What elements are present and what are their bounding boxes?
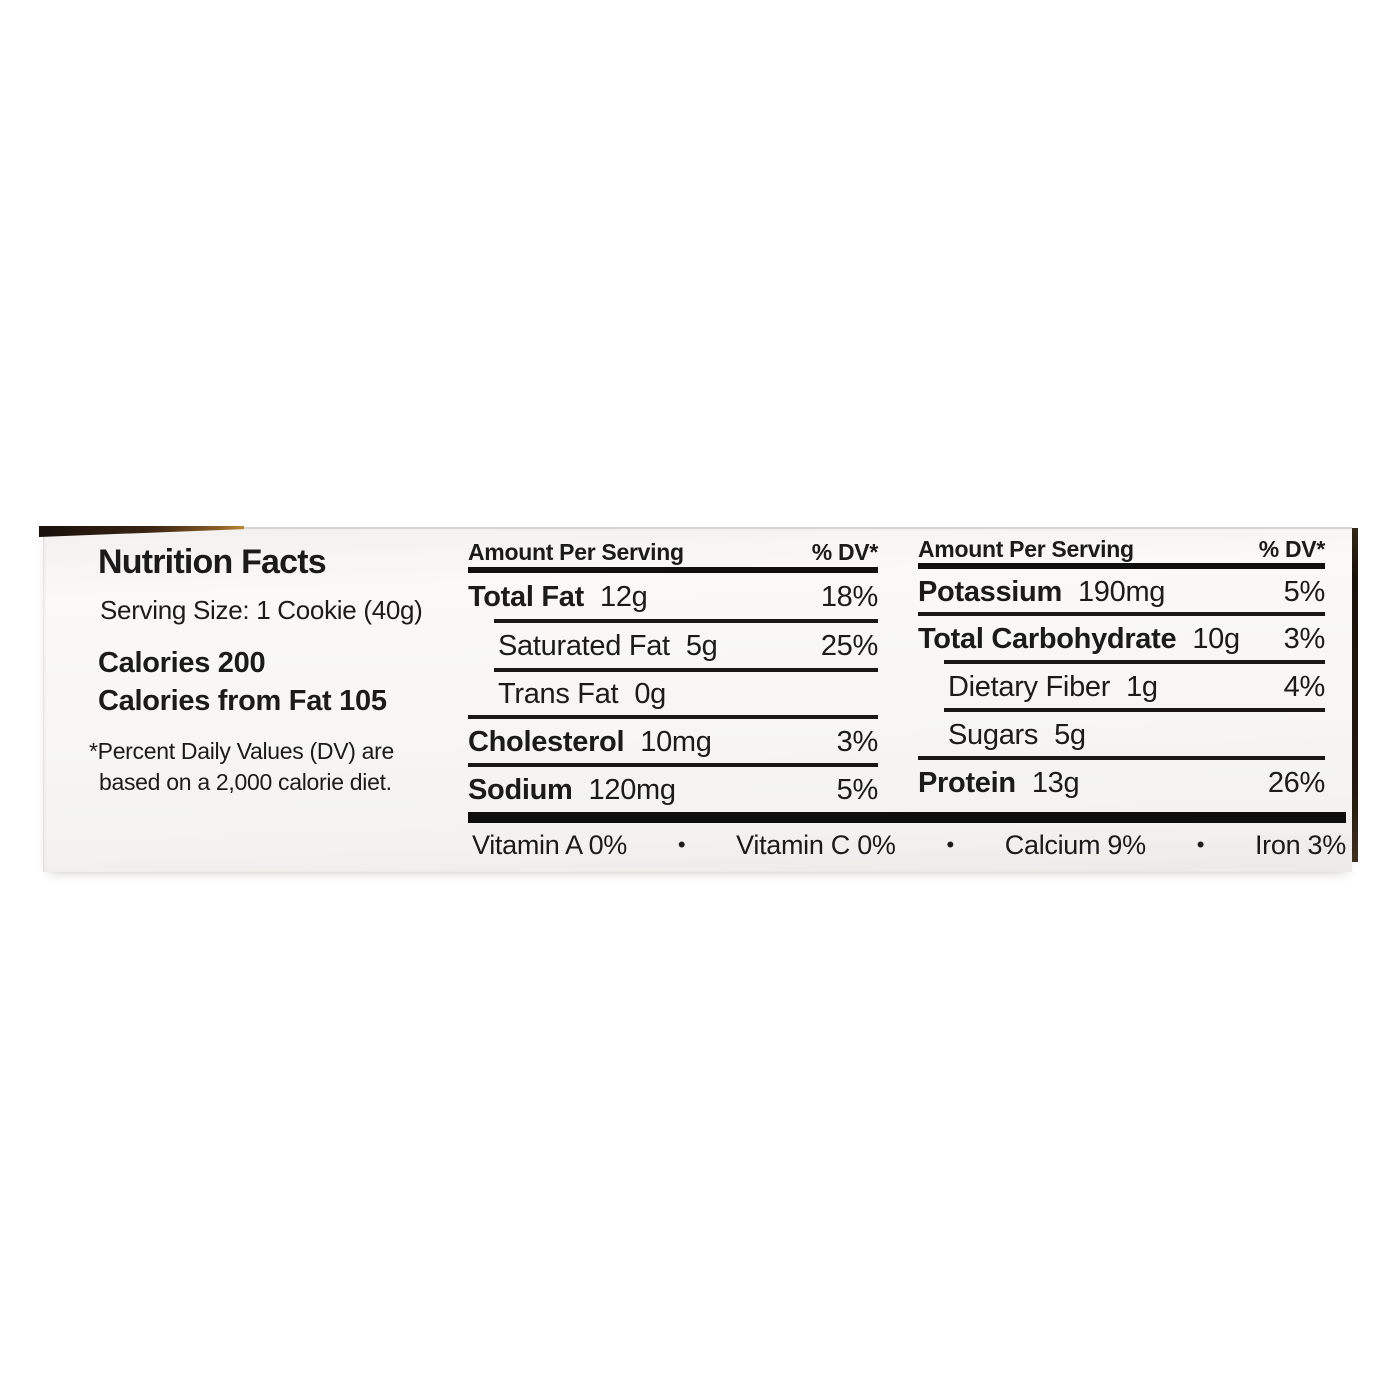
row-rule <box>918 612 1325 616</box>
nutrient-dv: 3% <box>1283 623 1325 655</box>
nutrient-value: 12g <box>599 581 648 613</box>
nutrient-row-trans-fat <box>468 677 878 711</box>
row-rule <box>918 756 1325 760</box>
nutrient-name: Sodium <box>468 774 573 806</box>
nutrient-row-potassium <box>918 575 1325 609</box>
nutrient-name: Protein <box>918 767 1016 799</box>
nutrient-value: 10g <box>1192 623 1240 655</box>
bullet-separator: • <box>1196 832 1205 857</box>
calories-text: Calories 200 <box>98 647 266 679</box>
nutrient-value: 5g <box>685 630 718 662</box>
nutrient-row-sodium <box>468 773 878 807</box>
bullet-separator: • <box>677 832 686 857</box>
nutrient-name: Dietary Fiber <box>948 671 1111 703</box>
header-rule <box>918 563 1325 569</box>
bullet-separator: • <box>946 832 954 857</box>
nutrient-value: 5g <box>1054 719 1086 751</box>
row-rule <box>468 763 878 767</box>
nutrition-label-band <box>43 527 1352 872</box>
nutrient-value: 120mg <box>588 774 676 806</box>
vitamin-c-text: Vitamin C 0% <box>736 830 896 860</box>
calcium-text: Calcium 9% <box>1004 830 1146 860</box>
nutrient-row-dietary-fiber <box>918 670 1325 704</box>
nutrient-row-cholesterol <box>468 725 878 759</box>
nutrient-dv: 18% <box>820 581 878 613</box>
amount-per-serving-label: Amount Per Serving <box>918 536 1134 562</box>
nutrient-name: Sugars <box>948 719 1039 751</box>
nutrient-value: 190mg <box>1077 576 1166 608</box>
column-header <box>468 539 878 566</box>
nutrient-dv: 26% <box>1267 767 1325 799</box>
row-rule <box>494 619 878 623</box>
footnote-line-2: based on a 2,000 calorie diet. <box>99 769 392 795</box>
label-title: Nutrition Facts <box>98 543 326 581</box>
nutrient-name: Potassium <box>918 576 1062 608</box>
amount-per-serving-label: Amount Per Serving <box>468 539 684 565</box>
row-rule <box>944 660 1325 664</box>
nutrient-dv: 25% <box>820 630 878 662</box>
nutrient-dv: 5% <box>1283 576 1325 608</box>
calories-from-fat-text: Calories from Fat 105 <box>98 685 387 717</box>
bottom-thick-rule <box>468 812 1346 823</box>
nutrient-dv: 5% <box>836 774 878 806</box>
serving-size-text: Serving Size: 1 Cookie (40g) <box>100 595 423 625</box>
nutrient-name: Total Fat <box>468 581 584 613</box>
nutrient-row-saturated-fat <box>468 629 878 663</box>
nutrient-value: 0g <box>634 678 666 710</box>
nutrient-row-total-fat <box>468 580 878 614</box>
nutrient-name: Saturated Fat <box>498 630 670 662</box>
nutrient-row-protein <box>918 766 1325 800</box>
iron-text: Iron 3% <box>1254 830 1346 860</box>
column-header <box>918 536 1325 563</box>
row-rule <box>494 668 878 672</box>
vitamins-row <box>472 830 1346 861</box>
row-rule <box>944 708 1325 712</box>
nutrient-name: Cholesterol <box>468 726 625 758</box>
nutrient-value: 1g <box>1126 671 1158 703</box>
package-fold-line <box>1352 528 1358 862</box>
footnote-line-1: *Percent Daily Values (DV) are <box>89 738 395 764</box>
nutrient-dv: 4% <box>1283 671 1325 703</box>
vitamin-a-text: Vitamin A 0% <box>472 830 627 860</box>
nutrient-value: 13g <box>1031 767 1080 799</box>
package-edge-wedge <box>39 526 244 537</box>
percent-dv-label: % DV* <box>811 539 878 565</box>
nutrient-dv: 3% <box>836 726 878 758</box>
nutrient-name: Trans Fat <box>498 678 619 710</box>
header-rule <box>468 567 878 573</box>
percent-dv-label: % DV* <box>1258 536 1325 562</box>
nutrient-row-total-carbohydrate <box>918 622 1325 656</box>
nutrient-row-sugars <box>918 718 1325 752</box>
row-rule <box>468 715 878 719</box>
nutrient-name: Total Carbohydrate <box>918 623 1177 655</box>
nutrient-value: 10mg <box>640 726 712 758</box>
